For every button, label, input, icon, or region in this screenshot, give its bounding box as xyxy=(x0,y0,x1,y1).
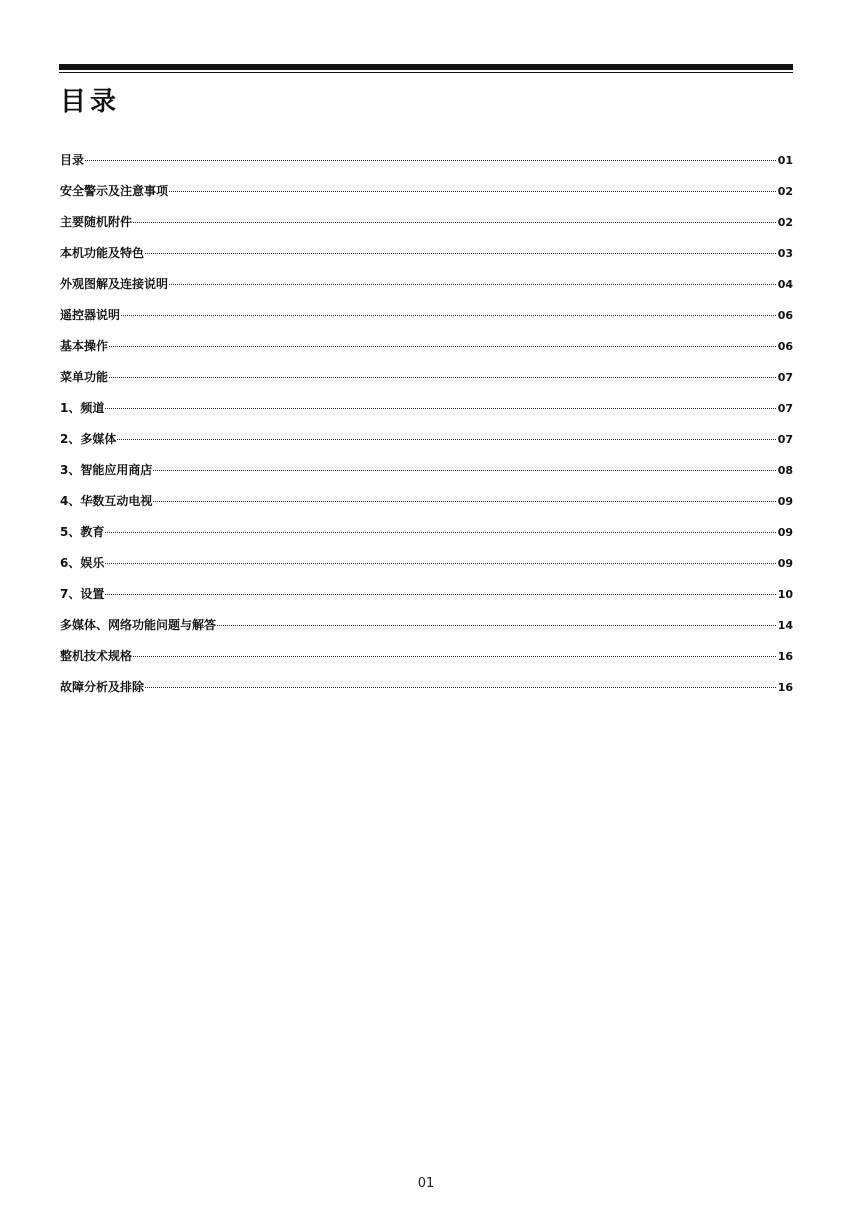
toc-entry-title: 基本操作 xyxy=(60,339,109,353)
toc-entry-page: 10 xyxy=(777,588,793,601)
toc-entry-page: 09 xyxy=(777,557,793,570)
toc-entry-title: 目录 xyxy=(60,153,85,167)
toc-dot-leader xyxy=(145,252,776,254)
toc-dot-leader xyxy=(109,376,776,378)
toc-entry-page: 14 xyxy=(777,619,793,632)
toc-row xyxy=(60,490,793,521)
toc-entry-title: 1、频道 xyxy=(60,401,105,415)
toc-entry-title: 6、娱乐 xyxy=(60,556,105,570)
toc-dot-leader xyxy=(105,531,775,533)
toc-row xyxy=(60,521,793,552)
toc-dot-leader xyxy=(105,407,775,409)
toc-dot-leader xyxy=(109,345,776,347)
page-number: 01 xyxy=(417,1176,435,1191)
toc-row xyxy=(60,583,793,614)
toc-entry-page: 06 xyxy=(777,309,793,322)
toc-entry-page: 16 xyxy=(777,681,793,694)
toc-entry-page: 09 xyxy=(777,495,793,508)
toc-entry-title: 2、多媒体 xyxy=(60,432,117,446)
toc-entry-title: 本机功能及特色 xyxy=(60,246,145,260)
toc-dot-leader xyxy=(153,500,775,502)
toc-entry-title: 遥控器说明 xyxy=(60,308,121,322)
toc-row xyxy=(60,242,793,273)
toc-row xyxy=(60,273,793,304)
toc-dot-leader xyxy=(145,686,776,688)
page-title: 目录 xyxy=(60,87,121,117)
toc-entry-page: 16 xyxy=(777,650,793,663)
toc-entry-page: 01 xyxy=(777,154,793,167)
toc-dot-leader xyxy=(105,562,775,564)
toc-entry-page: 07 xyxy=(777,371,793,384)
toc-entry-title: 菜单功能 xyxy=(60,370,109,384)
toc-row xyxy=(60,428,793,459)
toc-entry-title: 整机技术规格 xyxy=(60,649,133,663)
toc-row xyxy=(60,304,793,335)
toc-entry-title: 7、设置 xyxy=(60,587,105,601)
toc-entry-title: 故障分析及排除 xyxy=(60,680,145,694)
toc-row xyxy=(60,397,793,428)
toc-entry-title: 4、华数互动电视 xyxy=(60,494,153,508)
toc-entry-page: 02 xyxy=(777,185,793,198)
toc-row xyxy=(60,459,793,490)
toc-dot-leader xyxy=(85,159,776,161)
toc-row xyxy=(60,366,793,397)
toc-entry-page: 06 xyxy=(777,340,793,353)
toc-dot-leader xyxy=(133,221,776,223)
toc-dot-leader xyxy=(117,438,775,440)
toc-row xyxy=(60,180,793,211)
toc-dot-leader xyxy=(169,190,776,192)
toc-dot-leader xyxy=(105,593,775,595)
toc-entry-title: 主要随机附件 xyxy=(60,215,133,229)
toc-row xyxy=(60,335,793,366)
toc-entry-title: 3、智能应用商店 xyxy=(60,463,153,477)
header-thick-rule xyxy=(59,64,793,70)
toc-entry-page: 04 xyxy=(777,278,793,291)
toc-entry-title: 安全警示及注意事项 xyxy=(60,184,169,198)
table-of-contents xyxy=(60,149,793,707)
toc-dot-leader xyxy=(133,655,776,657)
toc-entry-title: 外观图解及连接说明 xyxy=(60,277,169,291)
toc-row xyxy=(60,645,793,676)
toc-entry-title: 5、教育 xyxy=(60,525,105,539)
toc-row xyxy=(60,552,793,583)
toc-dot-leader xyxy=(169,283,776,285)
toc-entry-page: 03 xyxy=(777,247,793,260)
toc-entry-page: 09 xyxy=(777,526,793,539)
toc-row xyxy=(60,211,793,242)
toc-dot-leader xyxy=(121,314,776,316)
toc-entry-page: 07 xyxy=(777,402,793,415)
toc-entry-page: 08 xyxy=(777,464,793,477)
toc-dot-leader xyxy=(217,624,776,626)
toc-row xyxy=(60,149,793,180)
toc-entry-page: 02 xyxy=(777,216,793,229)
toc-entry-title: 多媒体、网络功能问题与解答 xyxy=(60,618,217,632)
toc-entry-page: 07 xyxy=(777,433,793,446)
toc-dot-leader xyxy=(153,469,775,471)
header-thin-rule xyxy=(59,72,793,73)
toc-row xyxy=(60,676,793,707)
toc-row xyxy=(60,614,793,645)
